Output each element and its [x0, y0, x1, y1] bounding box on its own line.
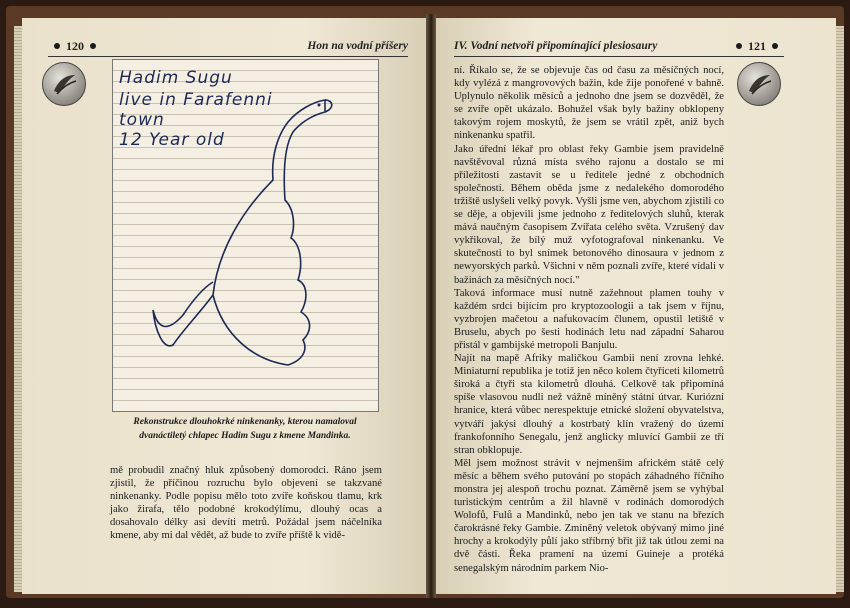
- figure-caption: Rekonstrukce dlouhokrké ninkenanky, kterou namaloval dvanáctiletý chlapec Hadim Sugu z kmene Mandinka.: [133, 417, 357, 441]
- child-drawing-figure: [112, 59, 379, 412]
- paragraph: Najít na mapě Afriky maličkou Gambii není zrovna lehké. Miniaturní republika je totiž jen něco kolem čtyřiceti kilometrů široká a čtyři sta kilometrů dlouhá. Celkově tak připomíná spíše vlasovou nudli než vážně míněný státní útvar. Kuriózní hranice, která vůbec nerespektuje etnické složení obyvatelstva, vytváří jakýsi dlouhý a kostrbatý klín vražený do území frankofonního Senegalu, jenž anglicky mluvící Gambii ze tří stran obklopuje.: [454, 353, 724, 456]
- paragraph: Taková informace musí nutně zažehnout plamen touhy v každém srdci bijícím pro kryptozoologii a tak jsem v říjnu, vyzbrojen mačetou a nafukovacím člunem, opustil letiště v Bruselu, abych po šesti hodinách letu nad západní Saharou přistál v gambijské metropoli Banjulu.: [454, 287, 724, 351]
- left-body-text: [110, 464, 382, 543]
- left-header: [48, 38, 408, 54]
- header-rule: [48, 56, 408, 57]
- bullet-icon: [90, 43, 96, 49]
- paragraph: ní. Říkalo se, že se objevuje čas od času za měsíčných nocí, kdy vylézá z mangrovových bažin, kde žije ponořené v bahně. Uplynulo několik měsíců a jednoho dne jsem se dozvěděl, že se zvíře opět ukázalo. Bohužel však byly bažiny obklopeny takovým rojem moskytů, že jsem se vrátil zpět, aniž bych ninkenanku spatřil.: [454, 65, 724, 142]
- header-rule: [454, 56, 784, 57]
- paragraph: Jako úřední lékař pro oblast řeky Gambie jsem pravidelně navštěvoval různá místa svého rajonu a dostalo se mi příležitosti zastavit se u ředitele jedné z obchodních společností. Během oběda jsme z nedalekého domorodého tržiště uslyšeli velký povyk. Vyšli jsme ven, abychom zjistili co se děje, a objevili jsme jednoho z ředitelových sluhů, kterak mává naučným časopisem Zvířata celého světa. Vzrušený dav vykřikoval, že bílý muž vyfotografoval ninkenanku. Ve skutečnosti to byl snímek betonového dinosaura v jednom z newyorských parků. Všichni v něm poznali zvíře, které vídali v bažinách za měsíčných nocí.": [454, 143, 724, 286]
- right-header: [454, 38, 784, 54]
- right-page-edge: [836, 26, 844, 592]
- left-page-number: 120: [66, 38, 84, 53]
- book-gutter: [426, 14, 436, 598]
- right-body-text: [454, 64, 724, 575]
- right-running-title: IV. Vodní netvoři připomínající plesiosaury: [454, 40, 658, 52]
- left-page: [22, 18, 428, 594]
- bullet-icon: [54, 43, 60, 49]
- right-page: [434, 18, 836, 594]
- medallion-icon: [737, 62, 781, 106]
- handwriting-line: town: [119, 110, 165, 130]
- paragraph: mě probudil značný hluk způsobený domorodci. Ráno jsem zjistil, že příčinou rozruchu bylo objevení se takzvané ninkenanky. Podle popisu mělo toto zvíře koňskou tlamu, krk jako žirafa, tělo podobné krokodýlímu, dlouhý ocas a dosahovalo délky asi devíti metrů. Požádal jsem náčelníka kmene, aby mi dal vědět, až bude to zvíře příště k vidě-: [110, 465, 382, 542]
- medallion-icon: [42, 62, 86, 106]
- left-running-title: Hon na vodní příšery: [307, 40, 408, 52]
- left-page-edge: [14, 26, 22, 592]
- creature-sketch: [113, 60, 378, 411]
- bullet-icon: [772, 43, 778, 49]
- handwriting-line: Hadim Sugu: [119, 68, 233, 88]
- bullet-icon: [736, 43, 742, 49]
- handwriting-line: live in Farafenni: [119, 90, 273, 110]
- paragraph: Měl jsem možnost strávit v nejmenším africkém státě celý měsíc a během svého putování po stopách záhadného říčního monstra jej alespoň trochu poznat. Záměrně jsem se vyhýbal turistickým centrům a žil hlavně v rodinách domorodých Wolofů, Fulů a Mandinků, nebo jen tak ve stanu na březích čarokrásné řeky Gambie. Zmíněný veletok obývaný mimo jiné hrochy a krokodýly půlí jako stříbrný břit již tak útlou zemi na dvě části. Řeka pramení na území Guineje a protéká senegalským národním parkem Nio-: [454, 457, 724, 574]
- right-page-number: 121: [748, 38, 766, 53]
- handwriting-line: 12 Year old: [119, 130, 225, 150]
- book-spread: [6, 6, 844, 598]
